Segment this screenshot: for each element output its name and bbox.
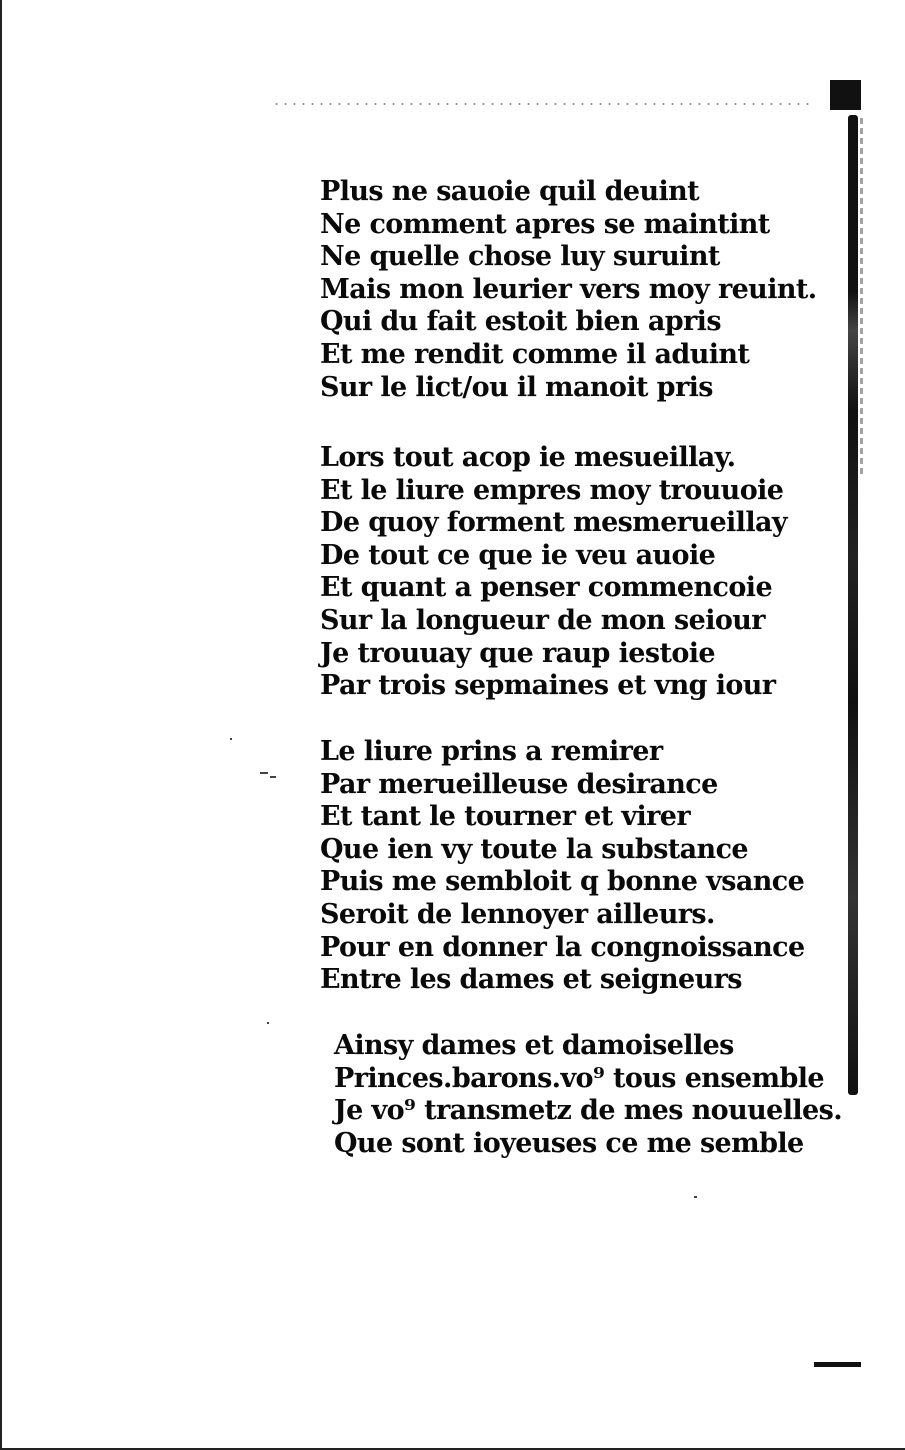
verse-line: Ainsy dames et damoiselles — [334, 1030, 734, 1061]
verse-line: Mais mon leurier vers moy reuint. — [320, 273, 817, 305]
verse-line: Le liure prins a remirer — [320, 736, 663, 767]
top-margin-specks — [272, 102, 812, 106]
stanza-1 — [320, 176, 817, 404]
margin-speck — [270, 776, 276, 778]
verse-line: Et le liure empres moy trouuoie — [320, 474, 784, 506]
margin-speck — [267, 1022, 269, 1024]
verse-line: De tout ce que ie veu auoie — [320, 539, 716, 571]
verse-line: Et tant le tourner et virer — [320, 801, 690, 833]
verse-line: Que ien vy toute la substance — [320, 833, 749, 865]
verse-line: Seroit de lennoyer ailleurs. — [320, 898, 715, 930]
page-edge-mark-bottom — [814, 1362, 861, 1367]
page-gutter-texture — [860, 118, 863, 478]
verse-line: Ne quelle chose luy suruint — [320, 241, 720, 273]
verse-line: Ne comment apres se maintint — [320, 208, 770, 240]
verse-line: Entre les dames et seigneurs — [320, 964, 742, 996]
verse-line: Je vo⁹ transmetz de mes nouuelles. — [334, 1095, 843, 1127]
verse-line: Pour en donner la congnoissance — [320, 931, 805, 963]
verse-line: Puis me sembloit q bonne vsance — [320, 866, 805, 898]
margin-speck — [694, 1196, 697, 1198]
verse-line: Que sont ioyeuses ce me semble — [334, 1127, 804, 1159]
stanza-4 — [334, 1030, 843, 1160]
verse-line: Par merueilleuse desirance — [320, 768, 718, 800]
margin-speck — [230, 738, 232, 740]
stanza-2 — [320, 442, 800, 703]
verse-line: Sur le lict/ou il manoit pris — [320, 371, 713, 403]
verse-line: Princes.barons.vo⁹ tous ensemble — [334, 1062, 824, 1094]
verse-line: Et quant a penser commencoie — [320, 572, 773, 604]
verse-line: Sur la longueur de mon seiour — [320, 604, 765, 636]
verse-line: De quoy forment mesmerueillay — [320, 507, 787, 539]
margin-speck — [260, 772, 268, 774]
verse-line: Par trois sepmaines et vng iour — [320, 670, 776, 702]
verse-line: Qui du fait estoit bien apris — [320, 306, 721, 338]
verse-line: Lors tout acop ie mesueillay. — [320, 442, 736, 473]
page-edge-mark-top — [830, 80, 861, 110]
verse-line: Et me rendit comme il aduint — [320, 338, 750, 370]
verse-line: Je trouuay que raup iestoie — [320, 637, 715, 669]
page-gutter-edge — [848, 115, 858, 1095]
verse-line: Plus ne sauoie quil deuint — [320, 176, 700, 207]
stanza-3 — [320, 736, 805, 997]
